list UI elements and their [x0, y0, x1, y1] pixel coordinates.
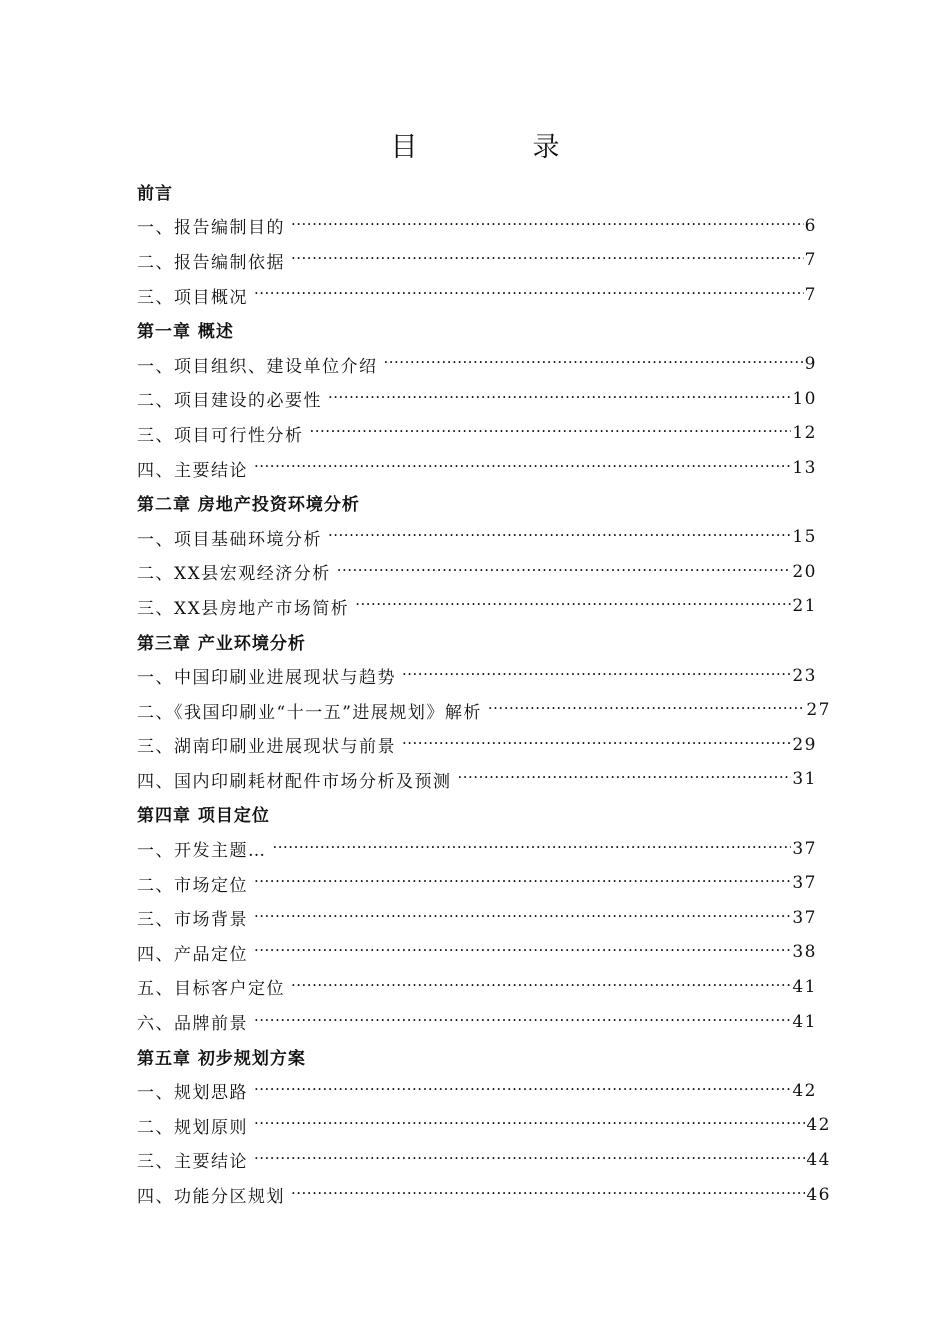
dot-leader: [291, 215, 804, 233]
toc-chapter-heading[interactable]: 第四章 项目定位: [137, 806, 270, 827]
toc-entry-title: 二、市场定位: [137, 875, 248, 896]
toc-chapter-heading[interactable]: 第一章 概述: [137, 322, 234, 343]
toc-entry-title: 四、功能分区规划: [137, 1187, 285, 1208]
toc-entry[interactable]: [137, 831, 817, 866]
dot-leader: [291, 249, 804, 267]
toc-entry[interactable]: [137, 589, 817, 624]
dot-leader: [254, 907, 791, 925]
toc-entry[interactable]: [137, 693, 831, 728]
toc-entry-title: 一、报告编制目的: [137, 218, 285, 239]
toc-entry-title: 三、XX县房地产市场简析: [137, 598, 350, 619]
toc-page-number: 38: [792, 942, 817, 963]
toc-entry-title: 五、目标客户定位: [137, 979, 285, 1000]
toc-chapter-heading[interactable]: 前言: [137, 183, 173, 204]
dot-leader: [254, 457, 791, 475]
toc-entry[interactable]: [137, 1143, 831, 1178]
toc-entry-title: 三、湖南印刷业进展现状与前景: [137, 737, 396, 758]
toc-entry[interactable]: [137, 866, 817, 901]
toc-entry-title: 三、项目概况: [137, 287, 248, 308]
toc-page-number: 9: [804, 354, 817, 375]
toc-entry-title: 二、《我国印刷业“十一五”进展规划》解析: [137, 702, 482, 723]
toc-entry-title: 四、主要结论: [137, 460, 248, 481]
toc-page-number: 37: [792, 907, 817, 928]
dot-leader: [254, 1080, 791, 1098]
dot-leader: [273, 838, 792, 856]
toc-entry[interactable]: [137, 658, 817, 693]
dot-leader: [254, 872, 791, 890]
toc-page-number: 21: [792, 596, 817, 617]
toc-entry-title: 二、XX县宏观经济分析: [137, 564, 331, 585]
toc-page-number: 37: [792, 838, 817, 859]
toc-entry[interactable]: [137, 209, 817, 244]
toc-entry-title: 二、项目建设的必要性: [137, 391, 322, 412]
toc-entry-title: 三、主要结论: [137, 1152, 248, 1173]
toc-entry-title: 三、项目可行性分析: [137, 425, 304, 446]
toc-entry[interactable]: [137, 347, 817, 382]
toc-entry[interactable]: [137, 416, 817, 451]
toc-entry[interactable]: [137, 243, 817, 278]
toc-entry-title: 六、品牌前景: [137, 1014, 248, 1035]
toc-entry[interactable]: [137, 1108, 831, 1143]
toc-entry[interactable]: [137, 451, 817, 486]
dot-leader: [337, 561, 792, 579]
toc-entry-title: 二、报告编制依据: [137, 252, 285, 273]
toc-page-number: 37: [792, 873, 817, 894]
toc-page-number: 42: [806, 1115, 831, 1136]
dot-leader: [254, 941, 791, 959]
toc-page-number: 15: [792, 527, 817, 548]
dot-leader: [291, 1184, 805, 1202]
toc-page-number: 6: [804, 215, 817, 236]
page-title: 目 录: [390, 132, 604, 163]
toc-entry[interactable]: [137, 728, 817, 763]
dot-leader: [254, 1149, 805, 1167]
toc-entry-title: 一、项目组织、建设单位介绍: [137, 356, 378, 377]
toc-chapter-heading[interactable]: 第五章 初步规划方案: [137, 1048, 306, 1069]
toc-page-number: 27: [806, 700, 831, 721]
toc-entry[interactable]: [137, 1004, 817, 1039]
dot-leader: [254, 1011, 791, 1029]
toc-chapter-heading[interactable]: 第三章 产业环境分析: [137, 633, 306, 654]
toc-entry[interactable]: [137, 1177, 831, 1212]
dot-leader: [254, 284, 804, 302]
dot-leader: [328, 388, 791, 406]
toc-page-number: 44: [806, 1149, 831, 1170]
toc-entry[interactable]: [137, 900, 817, 935]
toc-page-number: 42: [792, 1080, 817, 1101]
toc-entry-title: 一、中国印刷业进展现状与趋势: [137, 668, 396, 689]
dot-leader: [402, 734, 791, 752]
dot-leader: [310, 422, 792, 440]
toc-page-number: 7: [804, 285, 817, 306]
toc-entry[interactable]: [137, 278, 817, 313]
toc-entry-title: 一、项目基础环境分析: [137, 529, 322, 550]
dot-leader: [402, 665, 791, 683]
toc-entry-title: 二、规划原则: [137, 1117, 248, 1138]
toc-entry-title: 一、开发主题…: [137, 841, 267, 862]
toc-page-number: 41: [792, 1011, 817, 1032]
toc-page-number: 23: [792, 665, 817, 686]
table-of-contents: [137, 174, 831, 1212]
toc-entry[interactable]: [137, 970, 817, 1005]
toc-page-number: 10: [792, 388, 817, 409]
toc-page-number: 41: [792, 976, 817, 997]
toc-page-number: 13: [792, 458, 817, 479]
toc-entry-title: 三、市场背景: [137, 910, 248, 931]
toc-entry[interactable]: [137, 555, 817, 590]
toc-entry[interactable]: [137, 382, 817, 417]
dot-leader: [355, 595, 791, 613]
toc-entry-title: 四、产品定位: [137, 944, 248, 965]
toc-page-number: 31: [792, 769, 817, 790]
dot-leader: [488, 699, 805, 717]
toc-entry-title: 一、规划思路: [137, 1083, 248, 1104]
toc-page-number: 7: [804, 250, 817, 271]
dot-leader: [291, 976, 791, 994]
toc-entry[interactable]: [137, 520, 817, 555]
toc-entry-title: 四、国内印刷耗材配件市场分析及预测: [137, 771, 452, 792]
toc-page-number: 20: [792, 561, 817, 582]
toc-entry[interactable]: [137, 762, 817, 797]
dot-leader: [254, 1114, 805, 1132]
toc-entry[interactable]: [137, 1073, 817, 1108]
toc-chapter-heading[interactable]: 第二章 房地产投资环境分析: [137, 495, 360, 516]
dot-leader: [328, 526, 791, 544]
dot-leader: [458, 768, 792, 786]
toc-page-number: 29: [792, 734, 817, 755]
toc-page-number: 46: [806, 1184, 831, 1205]
toc-entry[interactable]: [137, 935, 817, 970]
toc-page-number: 12: [792, 423, 817, 444]
dot-leader: [384, 353, 804, 371]
